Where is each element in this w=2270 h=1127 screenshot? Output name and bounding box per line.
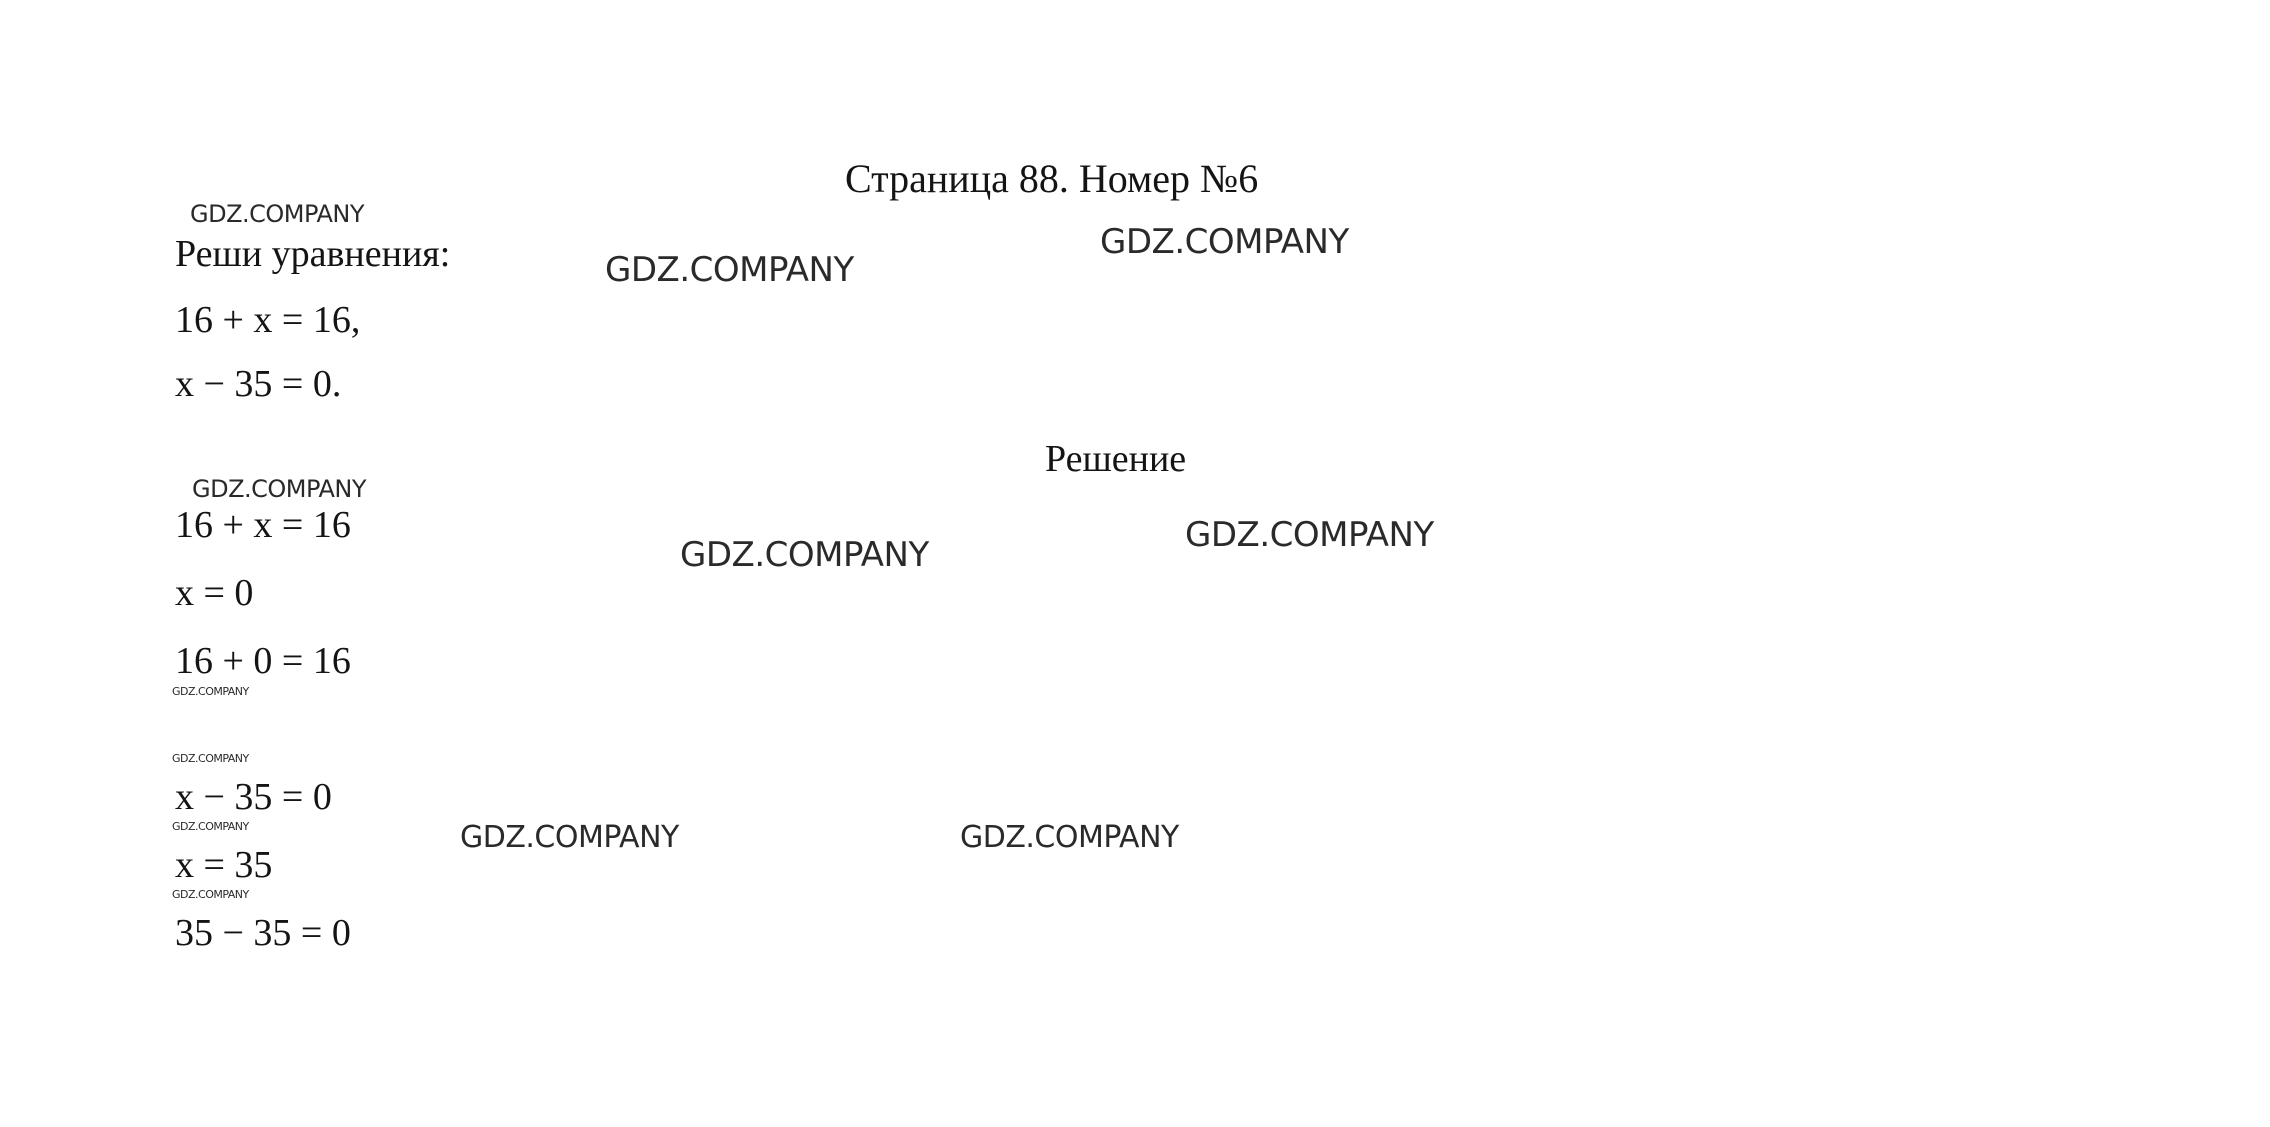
page-title: Страница 88. Номер №6 [845,156,1259,201]
watermark: GDZ.COMPANY [172,888,249,901]
watermark: GDZ.COMPANY [190,200,364,228]
task-equation-1: 16 + x = 16, [175,299,361,341]
solution-1-line-2: x = 0 [175,572,254,614]
task-prompt: Реши уравнения: [175,233,451,275]
solution-2-line-1: x − 35 = 0 [175,776,332,818]
watermark: GDZ.COMPANY [1100,222,1349,262]
watermark: GDZ.COMPANY [605,250,854,290]
watermark: GDZ.COMPANY [680,535,929,575]
task-equation-2: x − 35 = 0. [175,363,342,405]
watermark: GDZ.COMPANY [960,820,1179,855]
watermark: GDZ.COMPANY [192,475,366,503]
solution-1-line-3: 16 + 0 = 16 [175,640,351,682]
solution-heading: Решение [1045,438,1187,480]
watermark: GDZ.COMPANY [172,820,249,833]
watermark: GDZ.COMPANY [460,820,679,855]
watermark: GDZ.COMPANY [1185,515,1434,555]
watermark: GDZ.COMPANY [172,752,249,765]
solution-2-line-3: 35 − 35 = 0 [175,912,351,954]
watermark: GDZ.COMPANY [172,685,249,698]
solution-1-line-1: 16 + x = 16 [175,504,351,546]
solution-2-line-2: x = 35 [175,844,273,886]
